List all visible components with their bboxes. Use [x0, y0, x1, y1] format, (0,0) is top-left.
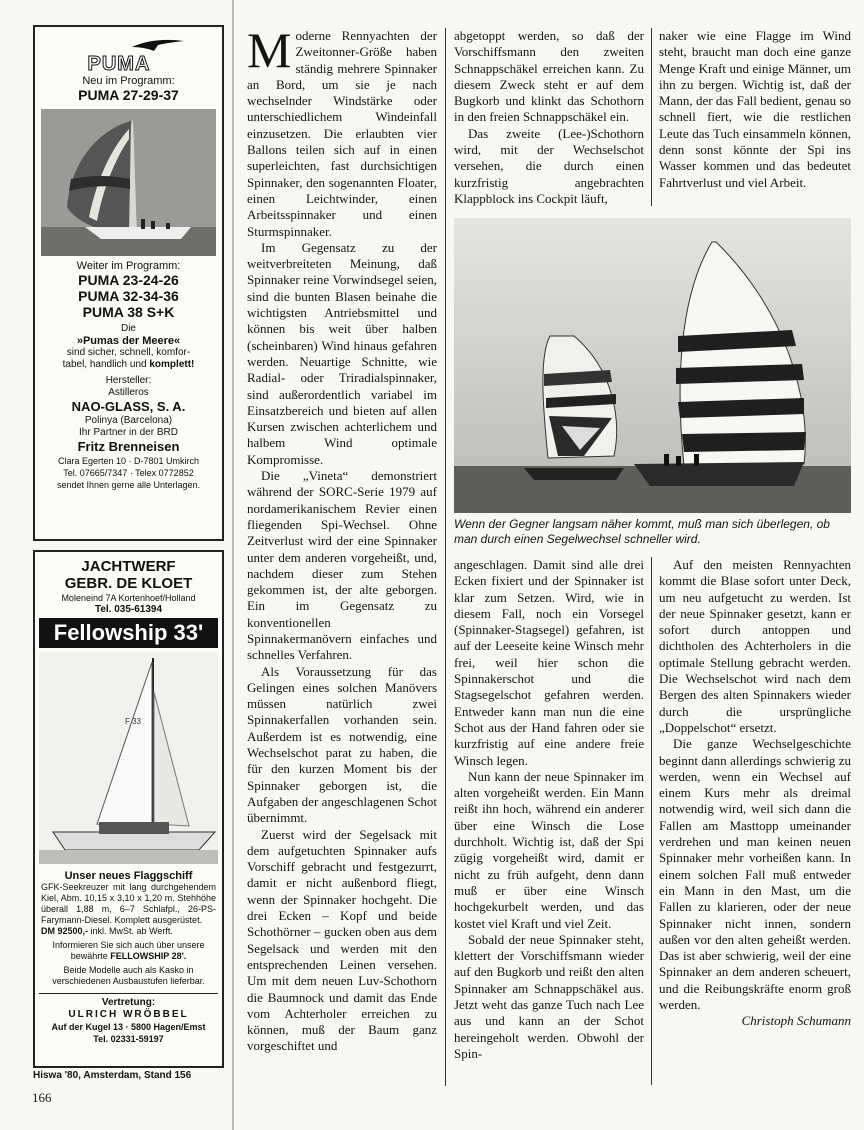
- kloet-advertisement: [33, 550, 224, 1068]
- puma-yacht-photo: [41, 109, 216, 256]
- article-paragraph: Moderne Rennyachten der Zweitonner-Größe haben ständig mehrere Spinnaker an Bord, um sie je nach wechselnder Windstärke oder unterschiedlichem Windeinfall einzusetzen. Die erlaubten vier Ballons teilen sich auf in einen superleichten, fast durchsichtigen Spinnaker, den sogenannten Floater, einen Leichtwinder, einen Arbeitsspinnaker und einen Sturmspinnaker.: [247, 22, 437, 239]
- kloet-rep-label: Vertretung:: [101, 997, 156, 1008]
- kloet-fair: Hiswa '80, Amsterdam, Stand 156: [33, 1070, 192, 1081]
- puma-slogan-desc-2: tabel, handlich und: [62, 359, 147, 370]
- column-rule: [445, 28, 446, 1086]
- kloet-info-2: Beide Modelle auch als Kasko in verschiedenen Ausbaustufen lieferbar.: [52, 965, 205, 986]
- article-paragraph: naker wie eine Flagge im Wind steht, braucht man doch eine ganze Menge Kraft und einige Männer, um ihn zu bergen. Wichtig ist, daß der Mann, der das Fall bedient, genau so schnell fiert, wie die restlichen Leute das Tuch einsammeln können, denn sonst könnte der Spi ins Wasser kommen und das bedeutet Fahrtverlust und viel Arbeit.: [659, 28, 851, 190]
- article-paragraph: Das zweite (Lee-)Schothorn wird, mit der Wechselschot versehen, die durch einen kurzfristig angebrachten Klappblock ins Cockpit läuft,: [454, 125, 644, 206]
- puma-new-label: Neu im Programm:: [82, 75, 175, 87]
- puma-maker-1: Astilleros: [108, 387, 149, 398]
- article-paragraph: Sobald der neue Spinnaker steht, klettert der Vorschiffsmann wieder auf den Bugkorb und reißt den alten Spinnaker am Schnappschäkel aus. Jetzt weht das ganze Tuch nach Lee aus und kann an der Schot hereingeholt werden. Obwohl der Spin-: [454, 931, 644, 1061]
- article-paragraph: Auf den meisten Rennyachten kommt die Blase sofort unter Deck, um neu aufgetucht zu werden. Ist der neue Spinnaker gesetzt, kann er sofort durch antoppen und dichtholen des Achterholers in die optimale Stellung gebracht werden. Die Wechselschot wird nach dem Bergen des alten Spinnakers wieder durch die ursprüngliche „Doppelschot“ ersetzt.: [659, 557, 851, 735]
- puma-model-2: PUMA 32-34-36: [78, 288, 179, 304]
- puma-slogan-desc-1: sind sicher, schnell, komfor-: [66, 347, 191, 358]
- article-paragraph: Nun kann der neue Spinnaker im alten vorgeheißt werden. Ein Mann reißt ihn hoch, während ein anderer über eine Winsch die Lose durchholt. Wichtig ist, daß der Spi zügig vorgeheißt wird, damit er nicht zu früh aufgeht, denn dann muß er über eine Winsch hochgekurbelt werden, und das kostet viel Kraft und viel Zeit.: [454, 768, 644, 931]
- puma-slogan-bold: komplett!: [149, 359, 195, 370]
- article-paragraph: Die „Vineta“ demonstriert während der SORC-Serie 1979 auf nordamerikanischem Revier einen fliegenden Spi-Wechsel. Ohne Zeitverlust wird der eine Spinnaker unter dem anderen vorgeheißt, und, nachdem dieser zum Stehen gekommen ist, der alte geborgen. Ein im Gegensatz zu konventionellen Spinnakermanövern einfaches und schnelles Verfahren.: [247, 468, 437, 663]
- puma-partner-label: Ihr Partner in der BRD: [79, 427, 178, 438]
- article-column-2-bottom: [454, 557, 644, 1062]
- kloet-price-rest: inkl. MwSt. ab Werft.: [90, 926, 173, 936]
- kloet-address: Moleneind 7A Kortenhoef/Holland: [61, 593, 196, 603]
- page-number: 166: [32, 1090, 52, 1105]
- kloet-info-bold: FELLOWSHIP 28'.: [110, 951, 187, 961]
- column-rule: [651, 28, 652, 206]
- puma-advertisement: [33, 25, 224, 541]
- puma-maker-2: NAO-GLASS, S. A.: [71, 399, 186, 414]
- kloet-specs: GFK-Seekreuzer mit lang durchgehendem Kiel, Abm. 10,15 x 3,10 x 1,20 m. Stehhöhe überall 1,88 m, 6–7 Schlafpl., 26-PS-Farymann-Diesel. Komplett ausgerüstet.: [41, 882, 216, 925]
- kloet-rep-phone: Tel. 02331-59197: [93, 1034, 164, 1044]
- fellowship-yacht-photo: [39, 652, 218, 864]
- article-paragraph: Als Voraussetzung für das Gelingen eines solchen Manövers müssen natürlich zwei Spinnakerfallen vorhanden sein. Außerdem ist es notwendig, eine Wechselschot parat zu haben, die für den kurzen Moment bis der Spinnaker geborgen ist, die Aufgaben der angeschlagenen Schot übernimmt.: [247, 663, 437, 826]
- puma-docs: sendet Ihnen gerne alle Unterlagen.: [56, 480, 201, 490]
- puma-slogan: »Pumas der Meere«: [76, 335, 181, 347]
- kloet-info-1: Informieren Sie sich auch über unsere bewährte: [52, 940, 205, 961]
- puma-die: Die: [120, 323, 136, 334]
- kloet-flagship: Unser neues Flaggschiff: [64, 870, 193, 882]
- puma-partner-name: Fritz Brenneisen: [77, 439, 180, 454]
- puma-more-label: Weiter im Programm:: [76, 260, 181, 272]
- article-paragraph: Zuerst wird der Segelsack mit dem aufgetuchten Spinnaker aufs Vorschiff gebracht und festgezurrt, damit er nicht außenbord fliegt, wenn der Spinnaker hochgeht. Die drei Ecken – Kopf und beide Schothörner – gucken oben aus dem Segelsack und werden mit den entsprechenden Leinen versehen. Um mit dem neuen Luv-Schothorn die Baumnock und damit das Ende vom Achterholer erreichen zu können, muß der Baum ganz vorgeschiftet und: [247, 826, 437, 1054]
- puma-model-1: PUMA 23-24-26: [78, 272, 179, 288]
- spinnaker-race-photo: [454, 218, 851, 513]
- article-paragraph: abgetoppt werden, so daß der Vorschiffsmann den zweiten Schnappschäkel erreichen kann. Zu diesem Zweck steht er auf dem Bugkorb und klinkt das Schothorn in den freien Schnappschäkel ein.: [454, 28, 644, 125]
- dropcap: M: [247, 22, 292, 78]
- puma-logo-text: PUMA: [87, 53, 151, 75]
- puma-address: Clara Egerten 10 · D-7801 Umkirch: [57, 456, 200, 466]
- article-column-3-bottom: [659, 557, 851, 1030]
- article-column-1: [247, 22, 437, 1055]
- kloet-rep-name: ULRICH WRÖBBEL: [68, 1009, 189, 1020]
- kloet-rep-address: Auf der Kugel 13 · 5800 Hagen/Emst: [51, 1022, 206, 1032]
- column-rule: [651, 557, 652, 1085]
- column-divider: [232, 0, 234, 1130]
- kloet-product-banner: Fellowship 33': [39, 618, 218, 648]
- puma-logo: [74, 33, 184, 73]
- kloet-title-2: GEBR. DE KLOET: [64, 575, 193, 592]
- kloet-title-1: JACHTWERF: [81, 558, 176, 575]
- kloet-sail-marks: F 33: [125, 717, 142, 726]
- article-paragraph: Im Gegensatz zu der weitverbreiteten Meinung, daß Spinnaker reine Vorwindsegel seien, sind die bunten Blasen beinahe die wichtigsten Antriebsmittel und können bis weit über halben (scheinbaren) Wind hinaus gefahren werden. Neuartige Schnitte, wie Radial- oder Triradialspinnaker, sind außerordentlich variabel im Einsatzbereich und bieten auf allen Kursen zwischen achterlichem und halbem Wind optimale Kompromisse.: [247, 239, 437, 467]
- puma-maker-label: Hersteller:: [105, 375, 152, 386]
- puma-model-3: PUMA 38 S+K: [82, 304, 175, 320]
- article-column-2-top: [454, 28, 644, 207]
- article-author: Christoph Schumann: [741, 1013, 851, 1029]
- article-column-3-top: [659, 28, 851, 191]
- kloet-price: DM 92500,-: [41, 926, 89, 936]
- puma-new-models: PUMA 27-29-37: [78, 87, 179, 103]
- article-paragraph: Die ganze Wechselgeschichte beginnt dann allerdings schwierig zu werden, wenn ein Wechsel auf einem Kurs mehr als dreimal notwendig wird, weil sich dann die Fallen am Masttopp umeinander verdrehen und man keinen neuen Spinnaker mehr vorheißen kann. In einem solchen Fall muß entweder ein Mann in den Mast, um die Fallen zu klarieren, oder der neue Spinnaker nicht innen, sondern außen vor den alten geheißt werden. Das ist aber schwierig, weil der eine Spinnaker an dem anderen scheuert, und die Reibungskräfte enorm groß werden.: [659, 736, 851, 1013]
- photo-caption: Wenn der Gegner langsam näher kommt, muß man sich überlegen, ob man durch einen Segelwechsel schneller wird.: [454, 517, 830, 546]
- puma-maker-3: Polinya (Barcelona): [84, 415, 173, 426]
- puma-phone: Tel. 07665/7347 · Telex 0772852: [63, 468, 194, 478]
- kloet-phone: Tel. 035-61394: [94, 604, 163, 615]
- article-paragraph: angeschlagen. Damit sind alle drei Ecken fixiert und der Spinnaker ist klar zum Setzen. Wird, wie in diesem Fall, noch ein Vorsegel (Spinnaker-Stagsegel) gefahren, ist auf der Leeseite keine Winsch mehr frei, weil hier schon die Spinnakerschot und die Stagsegelschot gefahren werden. Entweder kann man nun die eine Schot aus der Hand fahren oder sie kurzfristig auf eine andere freie Winsch legen.: [454, 557, 644, 768]
